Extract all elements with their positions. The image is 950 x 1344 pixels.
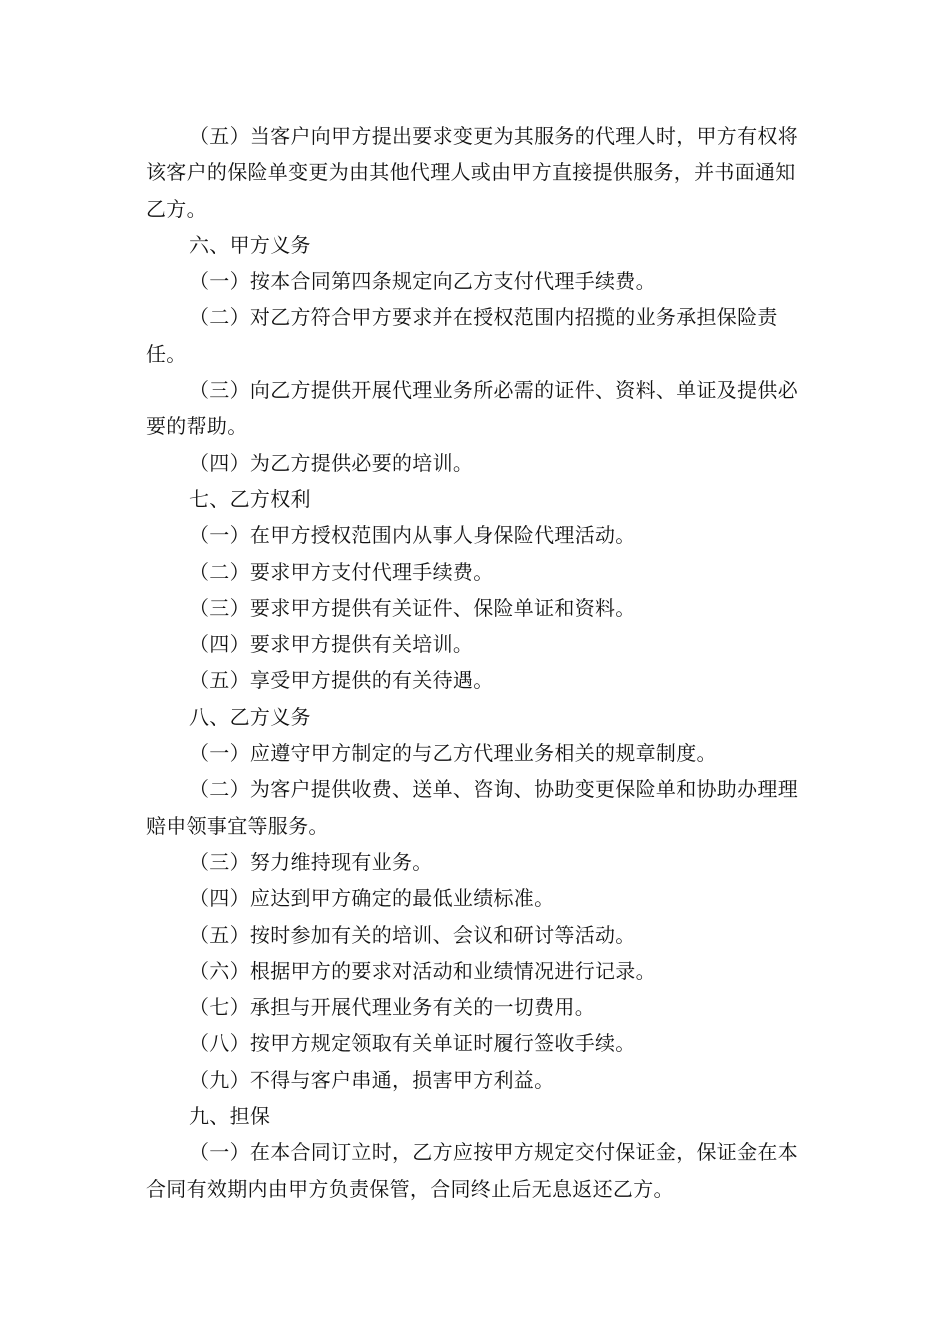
paragraph-party-a-right-5: （五）当客户向甲方提出要求变更为其服务的代理人时，甲方有权将该客户的保险单变更为由其他代理人或由甲方直接提供服务，并书面通知乙方。 — [146, 124, 798, 221]
paragraph-party-a-obligation-2: （二）对乙方符合甲方要求并在授权范围内招揽的业务承担保险责任。 — [146, 305, 778, 366]
paragraph-party-b-obligation-8: （八）按甲方规定领取有关单证时履行签收手续。 — [189, 1031, 636, 1056]
paragraph-party-a-obligation-3: （三）向乙方提供开展代理业务所必需的证件、资料、单证及提供必要的帮助。 — [146, 378, 798, 439]
paragraph-party-a-obligation-4: （四）为乙方提供必要的培训。 — [189, 450, 474, 475]
paragraph-party-b-obligation-4: （四）应达到甲方确定的最低业绩标准。 — [189, 886, 555, 911]
document-body — [146, 118, 810, 1207]
section-heading-party-a-obligations: 六、甲方义务 — [189, 232, 311, 257]
section-heading-party-b-obligations: 八、乙方义务 — [189, 704, 311, 729]
section-heading-party-b-rights: 七、乙方权利 — [189, 486, 311, 511]
paragraph-party-b-right-3: （三）要求甲方提供有关证件、保险单证和资料。 — [189, 595, 636, 620]
paragraph-party-b-obligation-1: （一）应遵守甲方制定的与乙方代理业务相关的规章制度。 — [189, 741, 717, 766]
paragraph-guarantee-1: （一）在本合同订立时，乙方应按甲方规定交付保证金，保证金在本合同有效期内由甲方负责保管，合同终止后无息返还乙方。 — [146, 1140, 798, 1201]
paragraph-party-b-obligation-5: （五）按时参加有关的培训、会议和研讨等活动。 — [189, 922, 636, 947]
paragraph-party-b-obligation-9: （九）不得与客户串通，损害甲方利益。 — [189, 1067, 555, 1092]
paragraph-party-a-obligation-1: （一）按本合同第四条规定向乙方支付代理手续费。 — [189, 269, 656, 294]
paragraph-party-b-obligation-6: （六）根据甲方的要求对活动和业绩情况进行记录。 — [189, 958, 656, 983]
paragraph-party-b-right-4: （四）要求甲方提供有关培训。 — [189, 632, 474, 657]
paragraph-party-b-obligation-7: （七）承担与开展代理业务有关的一切费用。 — [189, 995, 595, 1020]
paragraph-party-b-right-2: （二）要求甲方支付代理手续费。 — [189, 559, 494, 584]
paragraph-party-b-right-1: （一）在甲方授权范围内从事人身保险代理活动。 — [189, 523, 636, 548]
section-heading-guarantee: 九、担保 — [189, 1104, 271, 1129]
paragraph-party-b-obligation-3: （三）努力维持现有业务。 — [189, 849, 433, 874]
paragraph-party-b-right-5: （五）享受甲方提供的有关待遇。 — [189, 668, 494, 693]
paragraph-party-b-obligation-2: （二）为客户提供收费、送单、咨询、协助变更保险单和协助办理理赔申领事宜等服务。 — [146, 777, 798, 838]
